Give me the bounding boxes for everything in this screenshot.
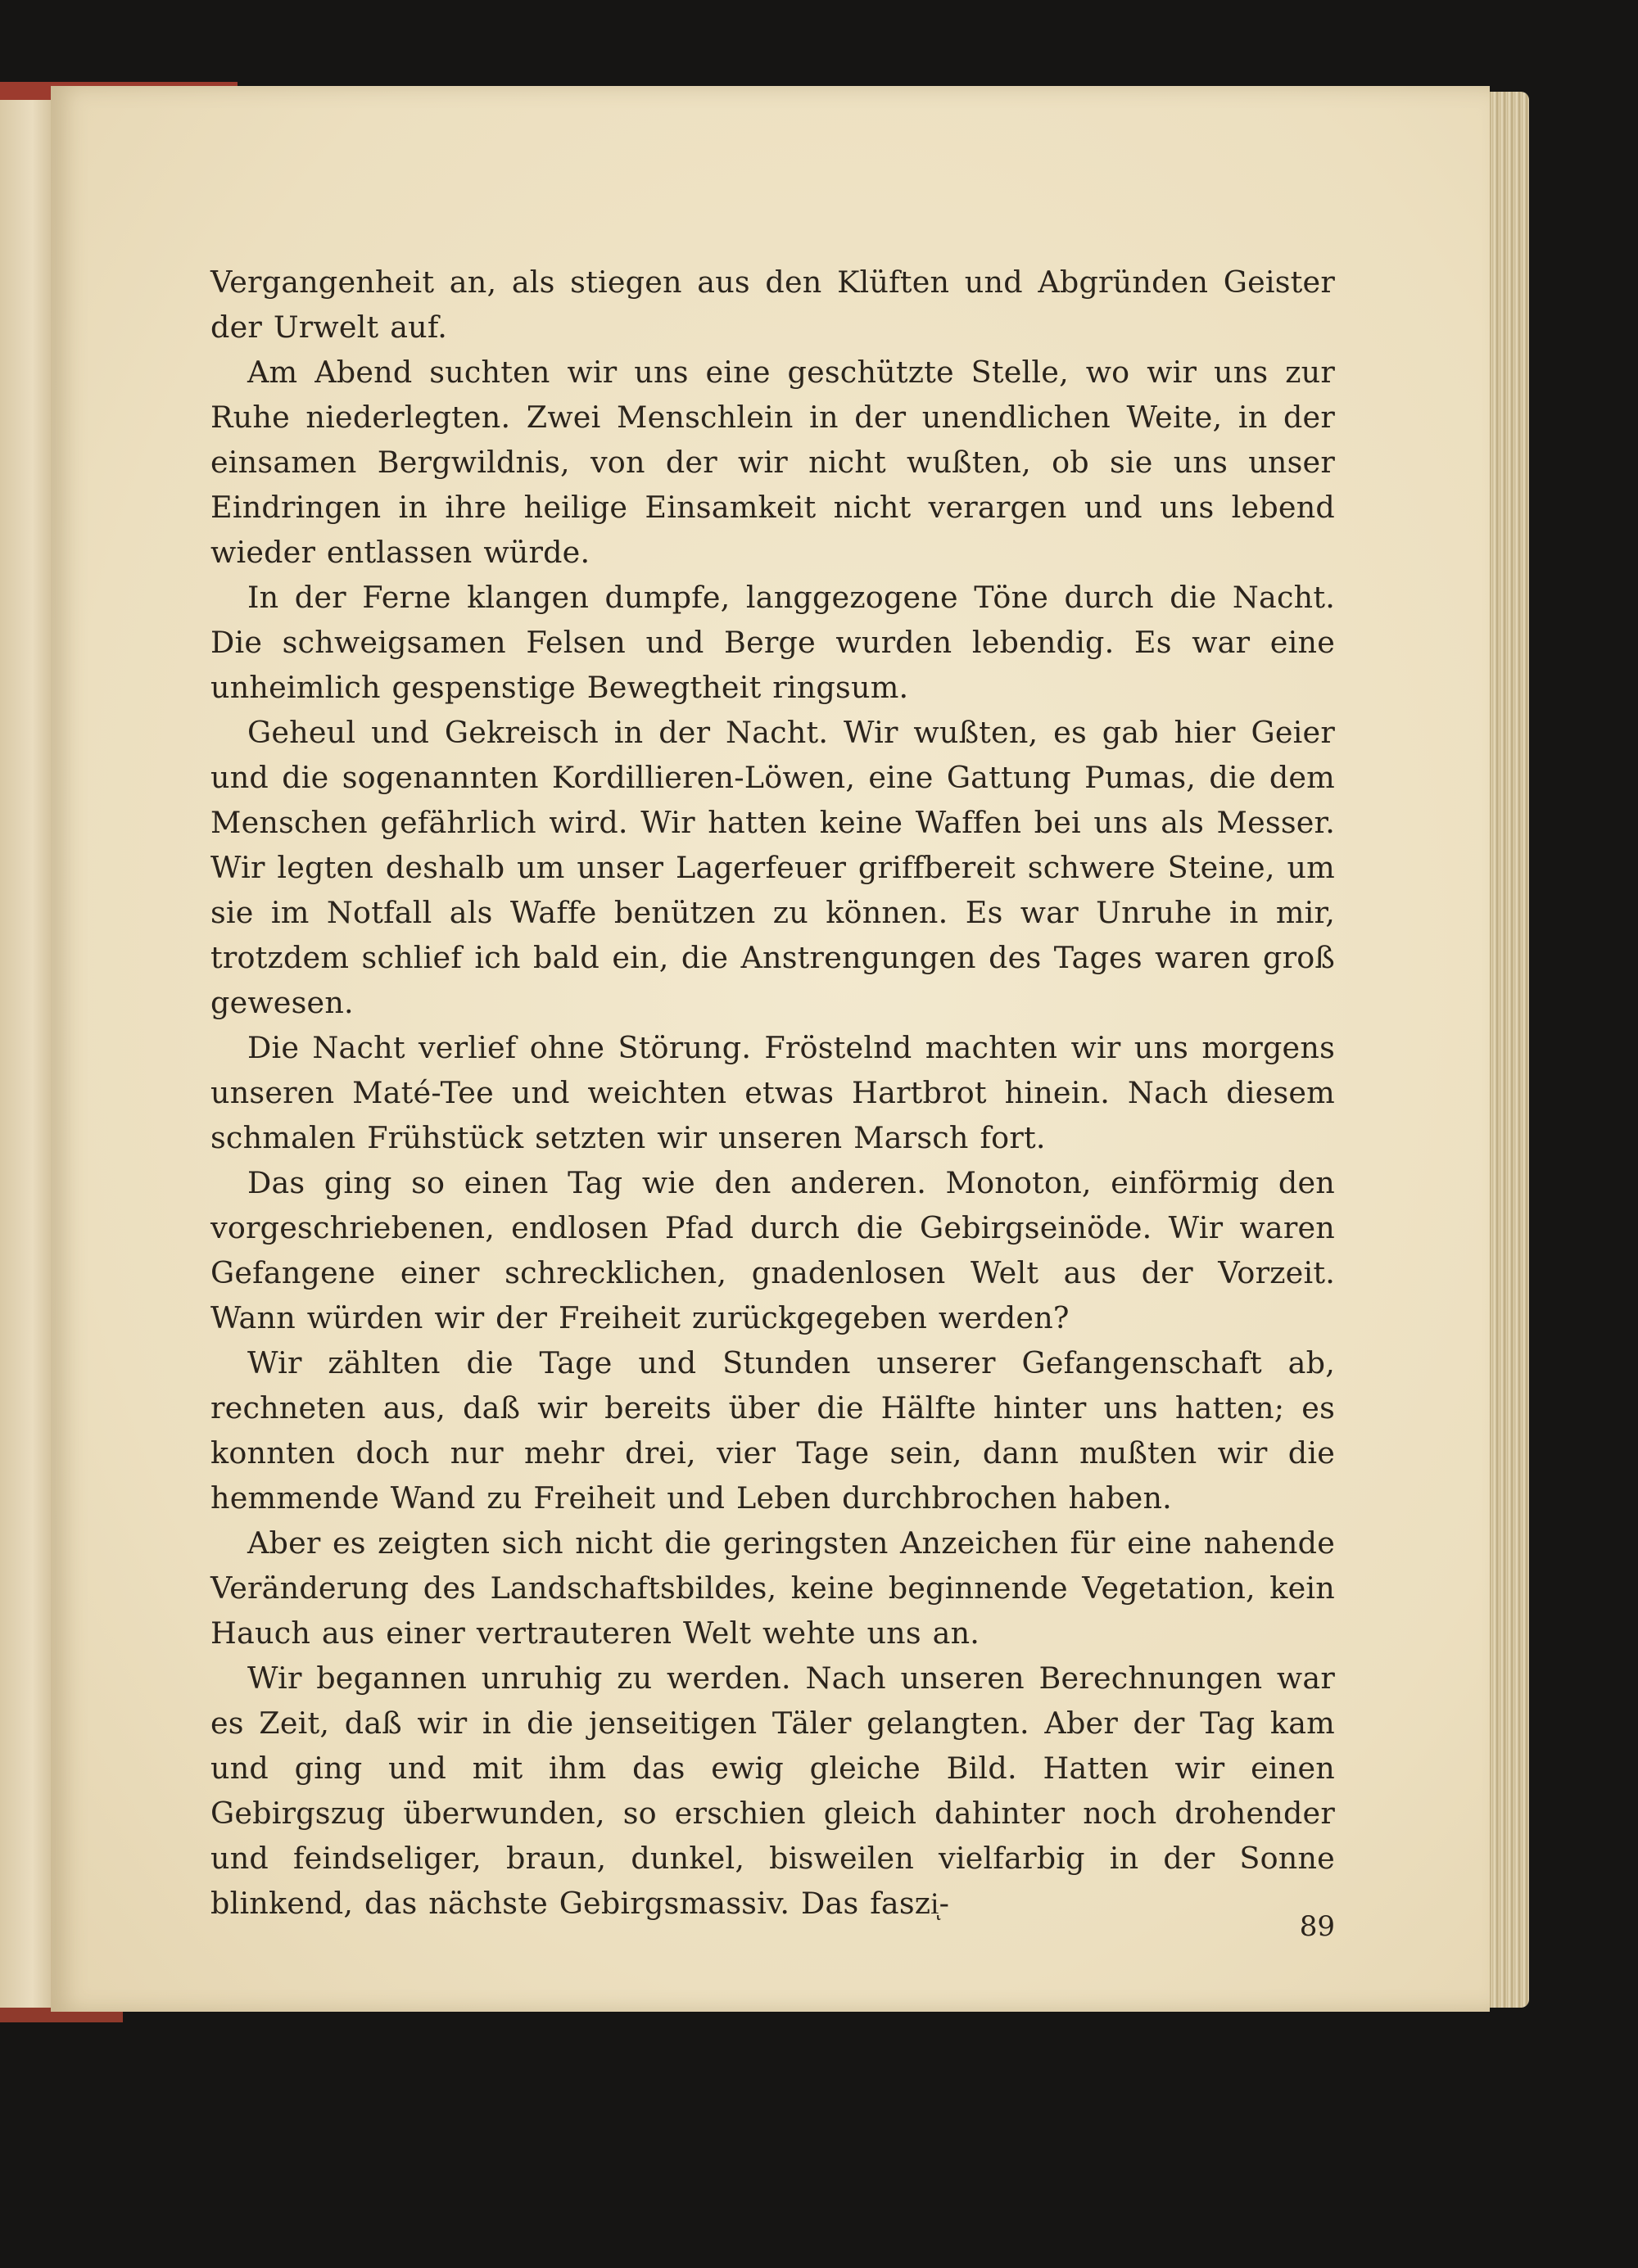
paragraph: Aber es zeigten sich nicht die geringsten Anzeichen für eine nahende Veränderung des Landschaftsbildes, keine beginnende Vegetation, kein Hauch aus einer vertrauteren Welt wehte uns an. [210,1525,1335,1651]
book-page [51,86,1490,2012]
paragraph: Vergangenheit an, als stiegen aus den Klüften und Abgründen Geister der Urwelt auf. [210,264,1335,345]
paragraph: Die Nacht verlief ohne Störung. Fröstelnd machten wir uns morgens unseren Maté-Tee und weichten etwas Hartbrot hinein. Nach diesem schmalen Frühstück setzten wir unseren Marsch fort. [210,1030,1335,1155]
body-text [210,260,1335,1926]
paragraph: Geheul und Gekreisch in der Nacht. Wir wußten, es gab hier Geier und die sogenannten Kordillieren-Löwen, eine Gattung Pumas, die dem Menschen gefährlich wird. Wir hatten keine Waffen bei uns als Messer. Wir legten deshalb um unser Lagerfeuer griffbereit schwere Steine, um sie im Notfall als Waffe benützen zu können. Es war Unruhe in mir, trotzdem schlief ich bald ein, die Anstrengungen des Tages waren groß gewesen. [210,715,1335,1020]
paragraph: Wir zählten die Tage und Stunden unserer Gefangenschaft ab, rechneten aus, daß wir bereits über die Hälfte hinter uns hatten; es konnten doch nur mehr drei, vier Tage sein, dann mußten wir die hemmende Wand zu Freiheit und Leben durchbrochen haben. [210,1345,1335,1516]
paragraph: Wir begannen unruhig zu werden. Nach unseren Berechnungen war es Zeit, daß wir in die jenseitigen Täler gelangten. Aber der Tag kam und ging und mit ihm das ewig gleiche Bild. Hatten wir einen Gebirgszug überwunden, so erschien gleich dahinter noch drohender und feindseliger, braun, dunkel, bisweilen vielfarbig in der Sonne blinkend, das nächste Gebirgsmassiv. Das fasziͅ- [210,1660,1335,1921]
paragraph: In der Ferne klangen dumpfe, langgezogene Töne durch die Nacht. Die schweigsamen Felsen und Berge wurden lebendig. Es war eine unheimlich gespenstige Bewegtheit ringsum. [210,580,1335,705]
page-number: 89 [1299,1910,1335,1943]
paragraph: Am Abend suchten wir uns eine geschützte Stelle, wo wir uns zur Ruhe niederlegten. Zwei Menschlein in der unendlichen Weite, in der einsamen Bergwildnis, von der wir nicht wußten, ob sie uns unser Eindringen in ihre heilige Einsamkeit nicht verargen und uns lebend wieder entlassen würde. [210,355,1335,570]
paragraph: Das ging so einen Tag wie den anderen. Monoton, einförmig den vorgeschriebenen, endlosen Pfad durch die Gebirgseinöde. Wir waren Gefangene einer schrecklichen, gnadenlosen Welt aus der Vorzeit. Wann würden wir der Freiheit zurückgegeben werden? [210,1165,1335,1335]
